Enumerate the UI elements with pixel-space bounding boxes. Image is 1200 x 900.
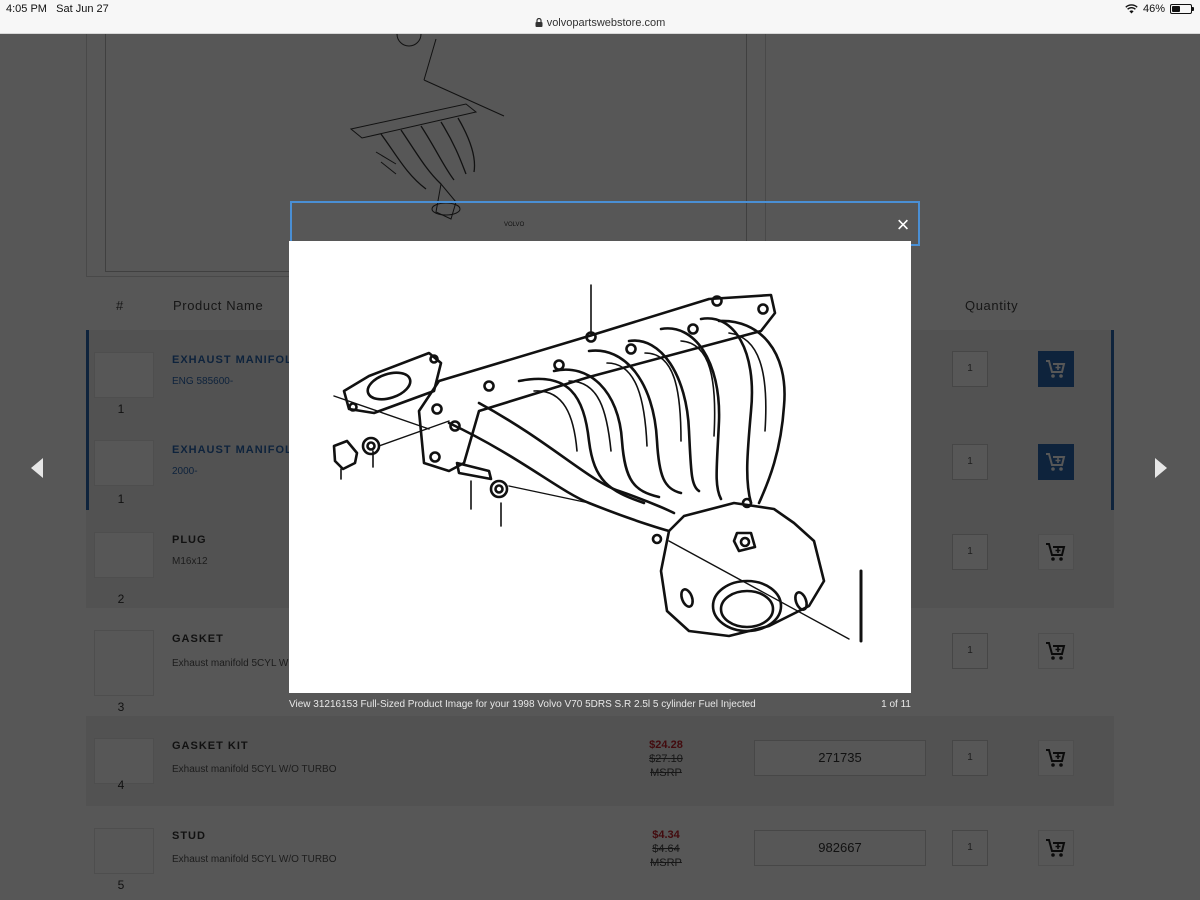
status-indicators	[1125, 3, 1192, 15]
chevron-left-icon	[28, 457, 48, 479]
wifi-icon	[1125, 4, 1138, 14]
next-image-button[interactable]	[1152, 457, 1172, 479]
battery-percent: 46%	[1142, 3, 1165, 15]
clock-time: 4:05 PM	[6, 3, 47, 15]
exhaust-manifold-drawing	[289, 241, 911, 693]
previous-image-button[interactable]	[28, 457, 48, 479]
lock-icon	[535, 18, 543, 27]
chevron-right-icon	[1152, 457, 1172, 479]
lightbox-header	[290, 201, 920, 246]
clock-date: Sat Jun 27	[56, 3, 109, 15]
page-url: volvopartswebstore.com	[546, 17, 666, 29]
status-time	[6, 3, 109, 15]
battery-icon	[1170, 4, 1192, 14]
close-button[interactable]: ×	[896, 212, 910, 237]
full-size-product-image	[289, 241, 911, 693]
image-counter: 1 of 11	[881, 699, 911, 710]
address-bar[interactable]	[0, 17, 1200, 29]
status-bar	[0, 0, 1200, 34]
battery-level-fill	[1172, 6, 1180, 12]
image-caption: View 31216153 Full-Sized Product Image for your 1998 Volvo V70 5DRS S.R 2.5l 5 cylinder Fuel Injected	[289, 699, 756, 710]
